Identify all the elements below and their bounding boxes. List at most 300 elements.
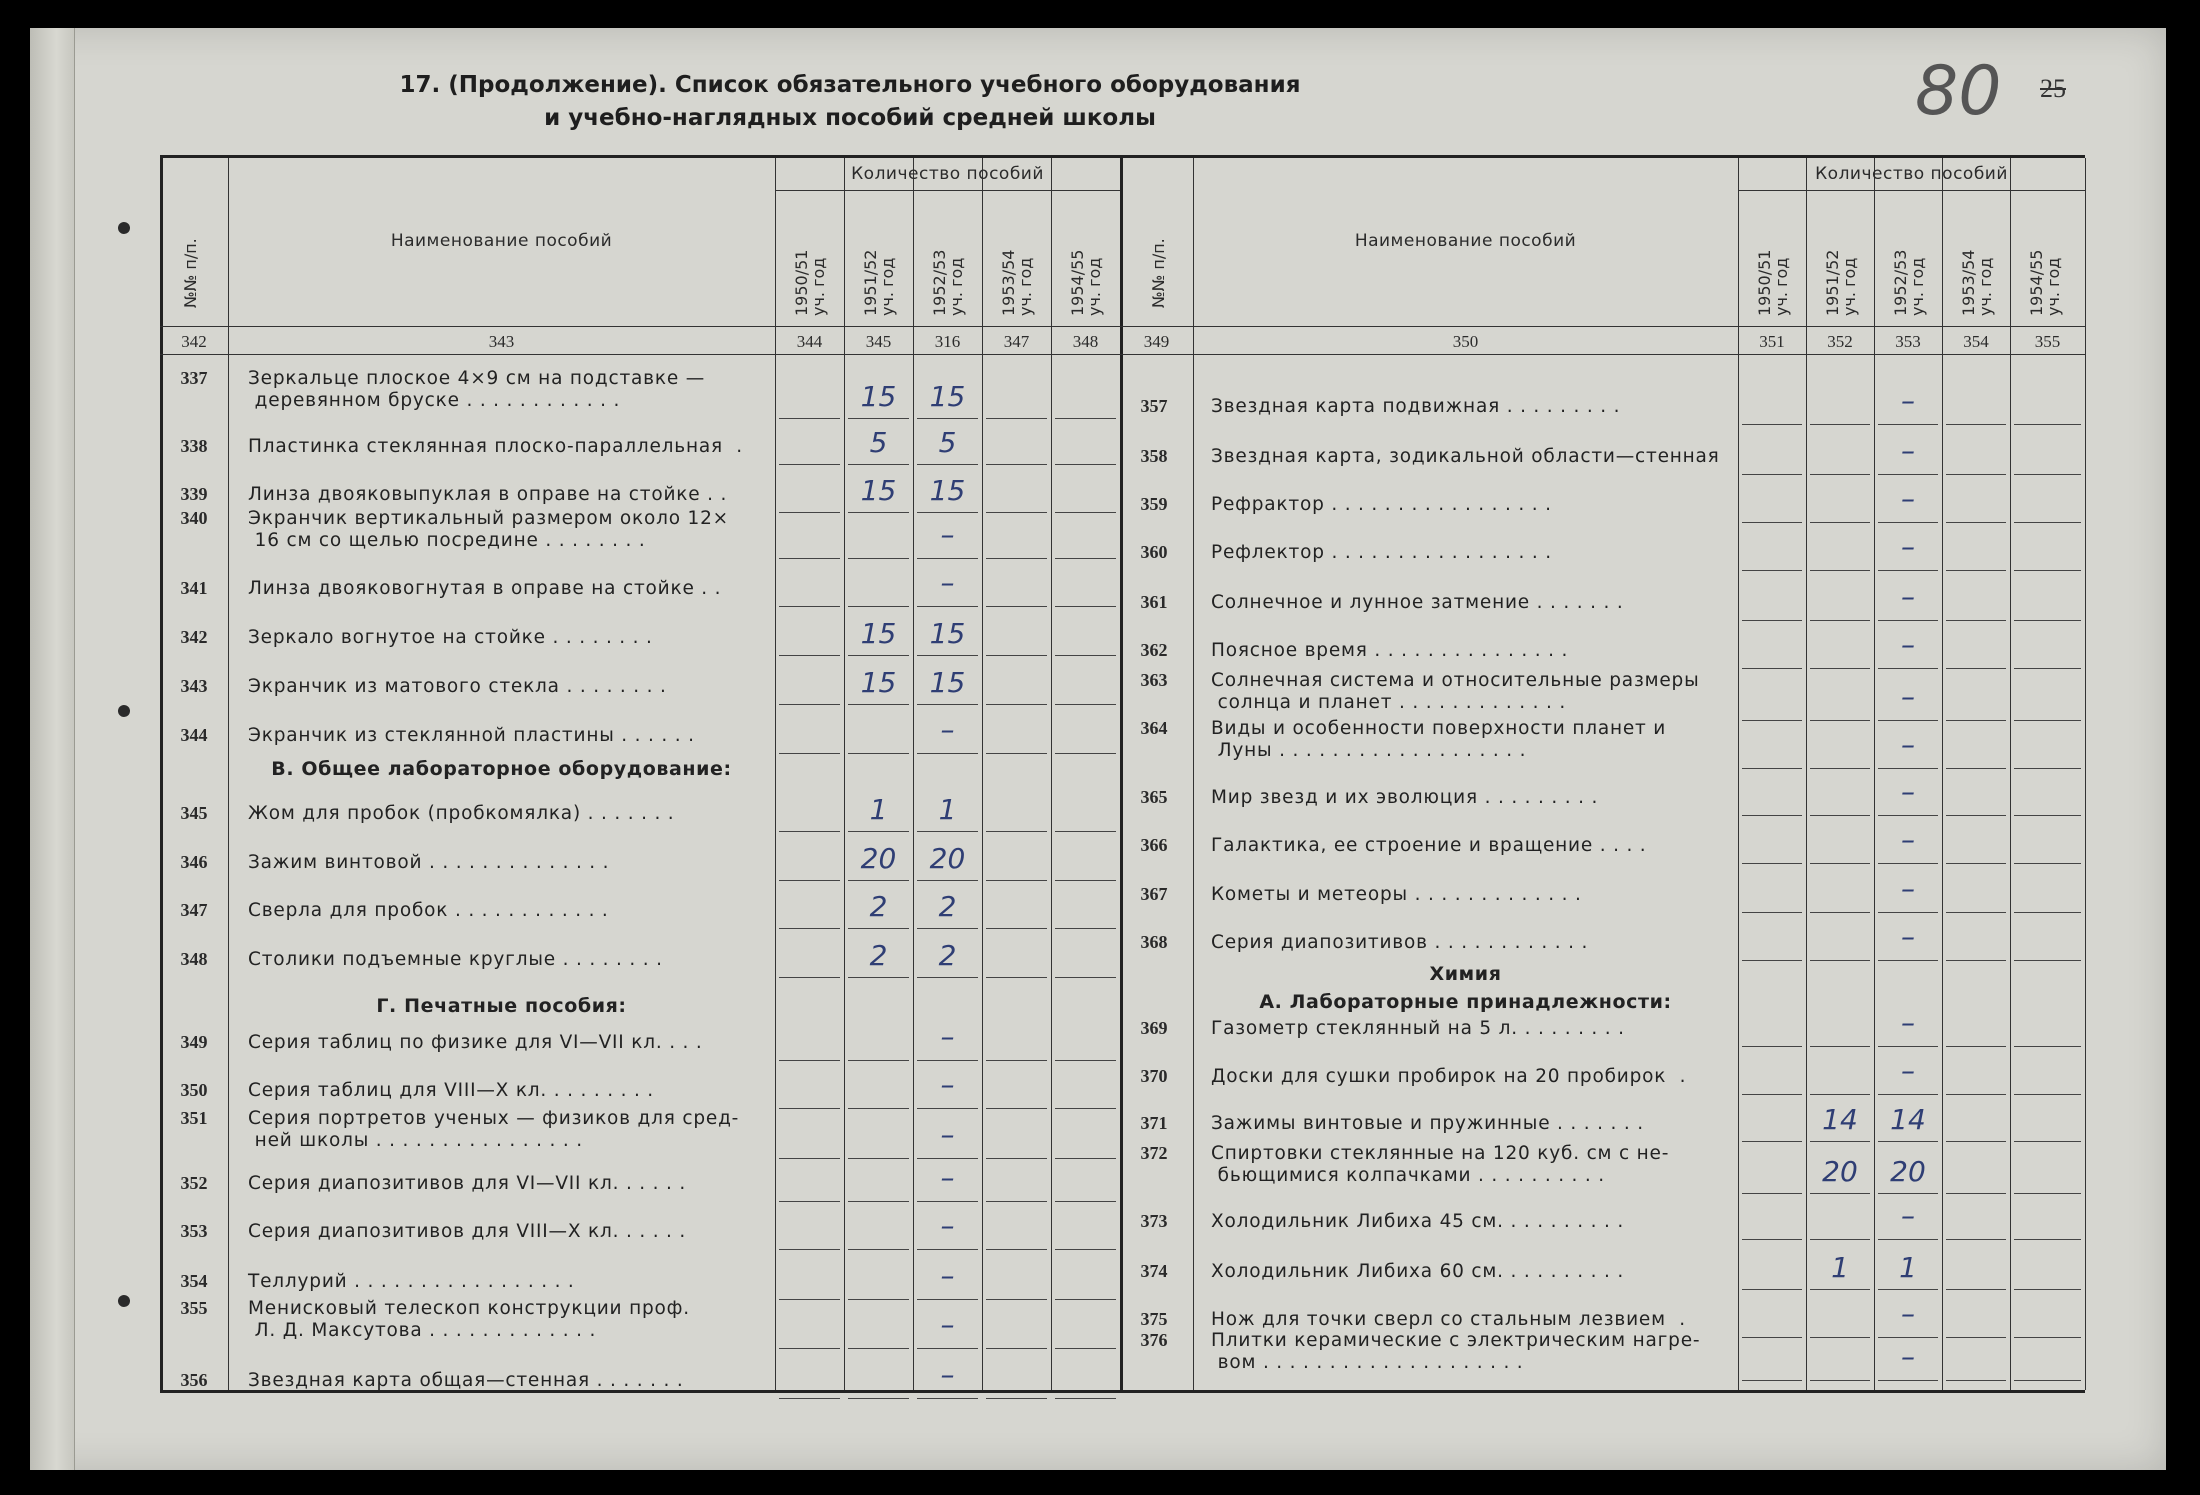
entry-underline <box>1946 522 2006 523</box>
handwritten-quantity: 20 <box>860 842 897 875</box>
entry-underline <box>1810 720 1870 721</box>
row-number: 362 <box>1140 640 1168 660</box>
entry-underline <box>1742 1289 1802 1290</box>
binder-hole <box>118 222 130 234</box>
entry-underline <box>2014 1141 2081 1142</box>
handwritten-quantity: 15 <box>929 617 966 650</box>
entry-underline <box>917 606 978 607</box>
entry-underline <box>848 1348 909 1349</box>
entry-underline <box>1878 1193 1938 1194</box>
entry-underline <box>779 1201 840 1202</box>
section-heading: А. Лабораторные принадлежности: <box>1259 991 1672 1013</box>
entry-underline <box>1878 522 1938 523</box>
row-number: 340 <box>180 508 208 528</box>
year-column-header: 1950/51 уч. год <box>792 249 828 316</box>
entry-underline <box>848 1398 909 1399</box>
handwritten-quantity: – <box>940 1358 955 1391</box>
entry-underline <box>1878 815 1938 816</box>
entry-underline <box>1742 1046 1802 1047</box>
handwritten-quantity: – <box>1901 1006 1915 1039</box>
handwritten-quantity: 15 <box>860 666 897 699</box>
entry-underline <box>1878 1094 1938 1095</box>
row-number: 342 <box>180 627 208 647</box>
entry-underline <box>779 1060 840 1061</box>
entry-underline <box>2014 668 2081 669</box>
title-line-1: 17. (Продолжение). Список обязательного учебного оборудования <box>399 72 1301 98</box>
entry-underline <box>1878 668 1938 669</box>
entry-underline <box>1946 668 2006 669</box>
entry-underline <box>779 831 840 832</box>
entry-underline <box>986 880 1047 881</box>
handwritten-quantity: 20 <box>1890 1155 1926 1188</box>
entry-underline <box>1878 424 1938 425</box>
entry-underline <box>1810 960 1870 961</box>
item-name: Солнечная система и относительные размеры солнца и планет . . . . . . . . . . . . . <box>1211 670 1700 713</box>
entry-underline <box>986 928 1047 929</box>
entry-underline <box>1055 1299 1116 1300</box>
entry-underline <box>1055 753 1116 754</box>
column-number: 350 <box>1452 332 1479 351</box>
entry-underline <box>986 606 1047 607</box>
handwritten-quantity: 2 <box>869 939 888 972</box>
entry-underline <box>1878 960 1938 961</box>
item-name: Доски для сушки пробирок на 20 пробирок . <box>1211 1066 1687 1087</box>
entry-underline <box>1055 606 1116 607</box>
entry-underline <box>2014 1337 2081 1338</box>
row-number: 344 <box>180 725 208 745</box>
entry-underline <box>779 1158 840 1159</box>
quantity-group-header-left: Количество пособий <box>851 164 1044 184</box>
item-name: Звездная карта подвижная . . . . . . . . . <box>1211 396 1621 417</box>
entry-underline <box>1946 1193 2006 1194</box>
row-number: 352 <box>180 1173 208 1193</box>
entry-underline <box>779 464 840 465</box>
row-number: 366 <box>1140 835 1168 855</box>
entry-underline <box>917 1398 978 1399</box>
binder-hole <box>118 1295 130 1307</box>
year-column-header: 1951/52 уч. год <box>1823 249 1859 316</box>
entry-underline <box>917 464 978 465</box>
item-name: Холодильник Либиха 45 см. . . . . . . . . . <box>1211 1211 1625 1232</box>
entry-underline <box>1055 418 1116 419</box>
handwritten-quantity: – <box>1901 384 1915 417</box>
column-number: 354 <box>1963 332 1989 351</box>
item-name: Пластинка стеклянная плоско-параллельная . <box>248 436 743 457</box>
entry-underline <box>1878 912 1938 913</box>
year-column-header: 1953/54 уч. год <box>999 249 1035 316</box>
item-name: Серия таблиц для VIII—X кл. . . . . . . . . <box>248 1080 654 1101</box>
printed-page-number: 25 <box>2040 74 2066 103</box>
entry-underline <box>986 753 1047 754</box>
entry-underline <box>848 1201 909 1202</box>
entry-underline <box>917 1299 978 1300</box>
entry-underline <box>1810 1046 1870 1047</box>
handwritten-quantity: – <box>1901 1297 1915 1330</box>
entry-underline <box>917 704 978 705</box>
handwritten-quantity: – <box>1901 680 1915 713</box>
entry-underline <box>1055 831 1116 832</box>
item-name: Теллурий . . . . . . . . . . . . . . . . . <box>248 1271 575 1292</box>
entry-underline <box>1055 512 1116 513</box>
item-name: Солнечное и лунное затмение . . . . . . . <box>1211 592 1624 613</box>
handwritten-quantity: 1 <box>869 793 888 826</box>
item-name: Столики подъемные круглые . . . . . . . . <box>248 949 663 970</box>
entry-underline <box>1742 474 1802 475</box>
item-name: Поясное время . . . . . . . . . . . . . . . <box>1211 640 1569 661</box>
entry-underline <box>779 418 840 419</box>
entry-underline <box>1946 815 2006 816</box>
entry-underline <box>2014 863 2081 864</box>
entry-underline <box>1055 928 1116 929</box>
column-number: 353 <box>1895 332 1921 351</box>
entry-underline <box>986 512 1047 513</box>
entry-underline <box>1878 620 1938 621</box>
entry-underline <box>986 558 1047 559</box>
year-column-header: 1951/52 уч. год <box>861 249 897 316</box>
entry-underline <box>2014 1380 2081 1381</box>
entry-underline <box>1742 960 1802 961</box>
entry-underline <box>1055 1158 1116 1159</box>
entry-underline <box>1055 1348 1116 1349</box>
entry-underline <box>1810 570 1870 571</box>
entry-underline <box>2014 424 2081 425</box>
item-name: Зажим винтовой . . . . . . . . . . . . . . <box>248 852 610 873</box>
row-number: 345 <box>180 803 208 823</box>
row-number: 370 <box>1140 1066 1168 1086</box>
row-number: 372 <box>1140 1143 1168 1163</box>
row-number: 359 <box>1140 494 1168 514</box>
column-number: 348 <box>1072 332 1099 351</box>
handwritten-quantity: 14 <box>1822 1103 1858 1136</box>
entry-underline <box>2014 570 2081 571</box>
entry-underline <box>1742 522 1802 523</box>
handwritten-quantity: 14 <box>1890 1103 1926 1136</box>
entry-underline <box>848 1060 909 1061</box>
handwritten-quantity: – <box>940 1068 955 1101</box>
section-heading: В. Общее лабораторное оборудование: <box>271 758 732 780</box>
entry-underline <box>2014 1239 2081 1240</box>
entry-underline <box>1810 912 1870 913</box>
item-name: Мир звезд и их эволюция . . . . . . . . . <box>1211 787 1599 808</box>
entry-underline <box>848 512 909 513</box>
column-number: 347 <box>1003 332 1030 351</box>
column-number: 344 <box>796 332 823 351</box>
entry-underline <box>779 558 840 559</box>
entry-underline <box>1742 1337 1802 1338</box>
entry-underline <box>1810 620 1870 621</box>
header-rule <box>775 190 1120 191</box>
handwritten-quantity: – <box>1901 1340 1915 1373</box>
handwritten-quantity: – <box>1901 920 1915 953</box>
entry-underline <box>1742 570 1802 571</box>
entry-underline <box>779 512 840 513</box>
handwritten-quantity: – <box>1901 434 1915 467</box>
entry-underline <box>1742 1193 1802 1194</box>
entry-underline <box>1742 912 1802 913</box>
entry-underline <box>1946 620 2006 621</box>
item-name: Зажимы винтовые и пружинные . . . . . . . <box>1211 1113 1644 1134</box>
year-column-header: 1953/54 уч. год <box>1959 249 1995 316</box>
column-number: 345 <box>865 332 892 351</box>
entry-underline <box>1742 1239 1802 1240</box>
entry-underline <box>986 1108 1047 1109</box>
entry-underline <box>986 831 1047 832</box>
entry-underline <box>917 977 978 978</box>
entry-underline <box>2014 720 2081 721</box>
title-line-2: и учебно-наглядных пособий средней школы <box>544 105 1156 131</box>
year-column-header: 1952/53 уч. год <box>930 249 966 316</box>
entry-underline <box>917 753 978 754</box>
entry-underline <box>1810 474 1870 475</box>
handwritten-quantity: – <box>1901 1199 1915 1232</box>
item-name: Рефрактор . . . . . . . . . . . . . . . . . <box>1211 494 1552 515</box>
handwritten-quantity: 15 <box>929 380 966 413</box>
handwritten-quantity: 1 <box>1831 1251 1849 1284</box>
item-name: Серия диапозитивов . . . . . . . . . . . . <box>1211 932 1589 953</box>
entry-underline <box>1055 1060 1116 1061</box>
entry-underline <box>986 1060 1047 1061</box>
entry-underline <box>986 418 1047 419</box>
handwritten-quantity: – <box>1901 580 1915 613</box>
entry-underline <box>848 1108 909 1109</box>
entry-underline <box>2014 1046 2081 1047</box>
item-name: Менисковый телескоп конструкции проф. Л. Д. Максутова . . . . . . . . . . . . . <box>248 1298 690 1341</box>
entry-underline <box>848 464 909 465</box>
item-name: Жом для пробок (пробкомялка) . . . . . . . <box>248 803 675 824</box>
entry-underline <box>1946 570 2006 571</box>
row-number: 343 <box>180 676 208 696</box>
row-number: 348 <box>180 949 208 969</box>
handwritten-quantity: 15 <box>860 617 897 650</box>
row-number: 339 <box>180 484 208 504</box>
entry-underline <box>1742 424 1802 425</box>
entry-underline <box>1878 1046 1938 1047</box>
entry-underline <box>1742 620 1802 621</box>
row-number: 363 <box>1140 670 1168 690</box>
name-column-header-right: Наименование пособий <box>1354 231 1577 251</box>
row-number: 373 <box>1140 1211 1168 1231</box>
item-name: Сверла для пробок . . . . . . . . . . . . <box>248 900 609 921</box>
row-number: 337 <box>180 368 208 388</box>
entry-underline <box>917 1348 978 1349</box>
entry-underline <box>1878 720 1938 721</box>
year-column-header: 1954/55 уч. год <box>2027 249 2063 316</box>
entry-underline <box>848 655 909 656</box>
entry-underline <box>848 880 909 881</box>
entry-underline <box>848 1158 909 1159</box>
row-number: 338 <box>180 436 208 456</box>
entry-underline <box>1946 1337 2006 1338</box>
entry-underline <box>848 928 909 929</box>
row-number: 353 <box>180 1221 208 1241</box>
row-number: 361 <box>1140 592 1168 612</box>
handwritten-quantity: 5 <box>869 426 888 459</box>
entry-underline <box>986 1201 1047 1202</box>
handwritten-quantity: – <box>1901 728 1915 761</box>
entry-underline <box>1946 1094 2006 1095</box>
entry-underline <box>779 1348 840 1349</box>
row-number: 355 <box>180 1298 208 1318</box>
entry-underline <box>779 880 840 881</box>
entry-underline <box>917 928 978 929</box>
entry-underline <box>917 1249 978 1250</box>
handwritten-quantity: 1 <box>1899 1251 1917 1284</box>
entry-underline <box>1946 912 2006 913</box>
item-name: Газометр стеклянный на 5 л. . . . . . . . . <box>1211 1018 1625 1039</box>
handwritten-quantity: – <box>940 1308 955 1341</box>
handwritten-quantity: 15 <box>860 474 897 507</box>
entry-underline <box>2014 912 2081 913</box>
item-name: Звездная карта общая—стенная . . . . . . . <box>248 1370 684 1391</box>
handwritten-quantity: – <box>1901 872 1915 905</box>
entry-underline <box>779 1299 840 1300</box>
entry-underline <box>1810 1289 1870 1290</box>
item-name: Холодильник Либиха 60 см. . . . . . . . . . <box>1211 1261 1625 1282</box>
row-number: 349 <box>180 1032 208 1052</box>
entry-underline <box>1946 1141 2006 1142</box>
column-number: 355 <box>2034 332 2061 351</box>
entry-underline <box>1946 1289 2006 1290</box>
entry-underline <box>917 418 978 419</box>
handwritten-quantity: 15 <box>860 380 897 413</box>
entry-underline <box>1055 1398 1116 1399</box>
item-name: Линза двояковыпуклая в оправе на стойке . . <box>248 484 728 505</box>
entry-underline <box>1878 768 1938 769</box>
entry-underline <box>848 977 909 978</box>
entry-underline <box>986 977 1047 978</box>
handwritten-quantity: 2 <box>869 890 888 923</box>
entry-underline <box>2014 815 2081 816</box>
row-number: 341 <box>180 578 208 598</box>
entry-underline <box>848 831 909 832</box>
handwritten-quantity: 2 <box>938 890 957 923</box>
entry-underline <box>1946 474 2006 475</box>
row-number: 351 <box>180 1108 208 1128</box>
row-number: 356 <box>180 1370 208 1390</box>
entry-underline <box>1878 863 1938 864</box>
entry-underline <box>779 753 840 754</box>
item-name: Виды и особенности поверхности планет и Луны . . . . . . . . . . . . . . . . . . . <box>1211 718 1667 761</box>
entry-underline <box>986 1299 1047 1300</box>
entry-underline <box>2014 1289 2081 1290</box>
entry-underline <box>779 704 840 705</box>
section-heading: Химия <box>1429 963 1502 985</box>
row-number: 358 <box>1140 446 1168 466</box>
entry-underline <box>917 1201 978 1202</box>
handwritten-quantity: – <box>940 1118 955 1151</box>
row-number: 371 <box>1140 1113 1168 1133</box>
handwritten-quantity: – <box>940 713 955 746</box>
column-number: 316 <box>934 332 961 351</box>
entry-underline <box>986 704 1047 705</box>
column-number: 342 <box>181 332 207 351</box>
item-name: Экранчик из стеклянной пластины . . . . . . <box>248 725 695 746</box>
entry-underline <box>2014 1193 2081 1194</box>
entry-underline <box>917 655 978 656</box>
entry-underline <box>1878 1337 1938 1338</box>
row-number: 374 <box>1140 1261 1168 1281</box>
entry-underline <box>2014 1094 2081 1095</box>
entry-underline <box>848 753 909 754</box>
entry-underline <box>1742 668 1802 669</box>
item-name: Плитки керамические с электрическим нагре- вом . . . . . . . . . . . . . . . . . . . . <box>1211 1330 1701 1373</box>
entry-underline <box>917 1108 978 1109</box>
entry-underline <box>1878 1289 1938 1290</box>
handwritten-quantity: 15 <box>929 474 966 507</box>
entry-underline <box>848 1299 909 1300</box>
item-name: Серия диапозитивов для VIII—X кл. . . . . . <box>248 1221 687 1242</box>
header-rule <box>1738 190 2085 191</box>
entry-underline <box>1946 768 2006 769</box>
entry-underline <box>779 1398 840 1399</box>
handwritten-quantity: – <box>940 1020 955 1053</box>
section-heading: Г. Печатные пособия: <box>376 995 627 1017</box>
entry-underline <box>779 655 840 656</box>
row-number: 376 <box>1140 1330 1168 1350</box>
handwritten-quantity: 20 <box>929 842 966 875</box>
entry-underline <box>848 418 909 419</box>
entry-underline <box>1810 1141 1870 1142</box>
entry-underline <box>1810 1380 1870 1381</box>
entry-underline <box>848 606 909 607</box>
entry-underline <box>1055 977 1116 978</box>
year-column-header: 1952/53 уч. год <box>1891 249 1927 316</box>
entry-underline <box>1742 1094 1802 1095</box>
entry-underline <box>1946 960 2006 961</box>
item-name: Зеркало вогнутое на стойке . . . . . . . . <box>248 627 653 648</box>
handwritten-quantity: – <box>1901 823 1915 856</box>
entry-underline <box>1810 815 1870 816</box>
entry-underline <box>1878 1141 1938 1142</box>
row-number: 368 <box>1140 932 1168 952</box>
entry-underline <box>986 1398 1047 1399</box>
entry-underline <box>848 704 909 705</box>
handwritten-quantity: – <box>940 566 955 599</box>
entry-underline <box>1878 474 1938 475</box>
item-name: Экранчик вертикальный размером около 12× 16 см со щелью посредине . . . . . . . . <box>248 508 729 551</box>
entry-underline <box>917 1158 978 1159</box>
entry-underline <box>1055 464 1116 465</box>
entry-underline <box>1946 720 2006 721</box>
item-name: Серия таблиц по физике для VI—VII кл. . . . <box>248 1032 703 1053</box>
entry-underline <box>2014 620 2081 621</box>
entry-underline <box>1742 863 1802 864</box>
entry-underline <box>2014 474 2081 475</box>
entry-underline <box>1810 1337 1870 1338</box>
item-name: Экранчик из матового стекла . . . . . . . . <box>248 676 667 697</box>
entry-underline <box>1742 720 1802 721</box>
entry-underline <box>1055 1201 1116 1202</box>
entry-underline <box>986 1348 1047 1349</box>
binder-hole <box>118 705 130 717</box>
entry-underline <box>986 655 1047 656</box>
handwritten-quantity: 1 <box>938 793 957 826</box>
handwritten-quantity: 5 <box>938 426 957 459</box>
handwritten-quantity: 2 <box>938 939 957 972</box>
item-name: Линза двояковогнутая в оправе на стойке . . <box>248 578 722 599</box>
row-number: 365 <box>1140 787 1168 807</box>
entry-underline <box>1946 1239 2006 1240</box>
entry-underline <box>1878 1380 1938 1381</box>
entry-underline <box>1946 424 2006 425</box>
header-rule <box>160 354 2085 355</box>
entry-underline <box>779 928 840 929</box>
handwritten-quantity: – <box>940 1161 955 1194</box>
item-name: Нож для точки сверл со стальным лезвием . <box>1211 1309 1686 1330</box>
entry-underline <box>1810 1193 1870 1194</box>
entry-underline <box>1878 1239 1938 1240</box>
entry-underline <box>2014 522 2081 523</box>
